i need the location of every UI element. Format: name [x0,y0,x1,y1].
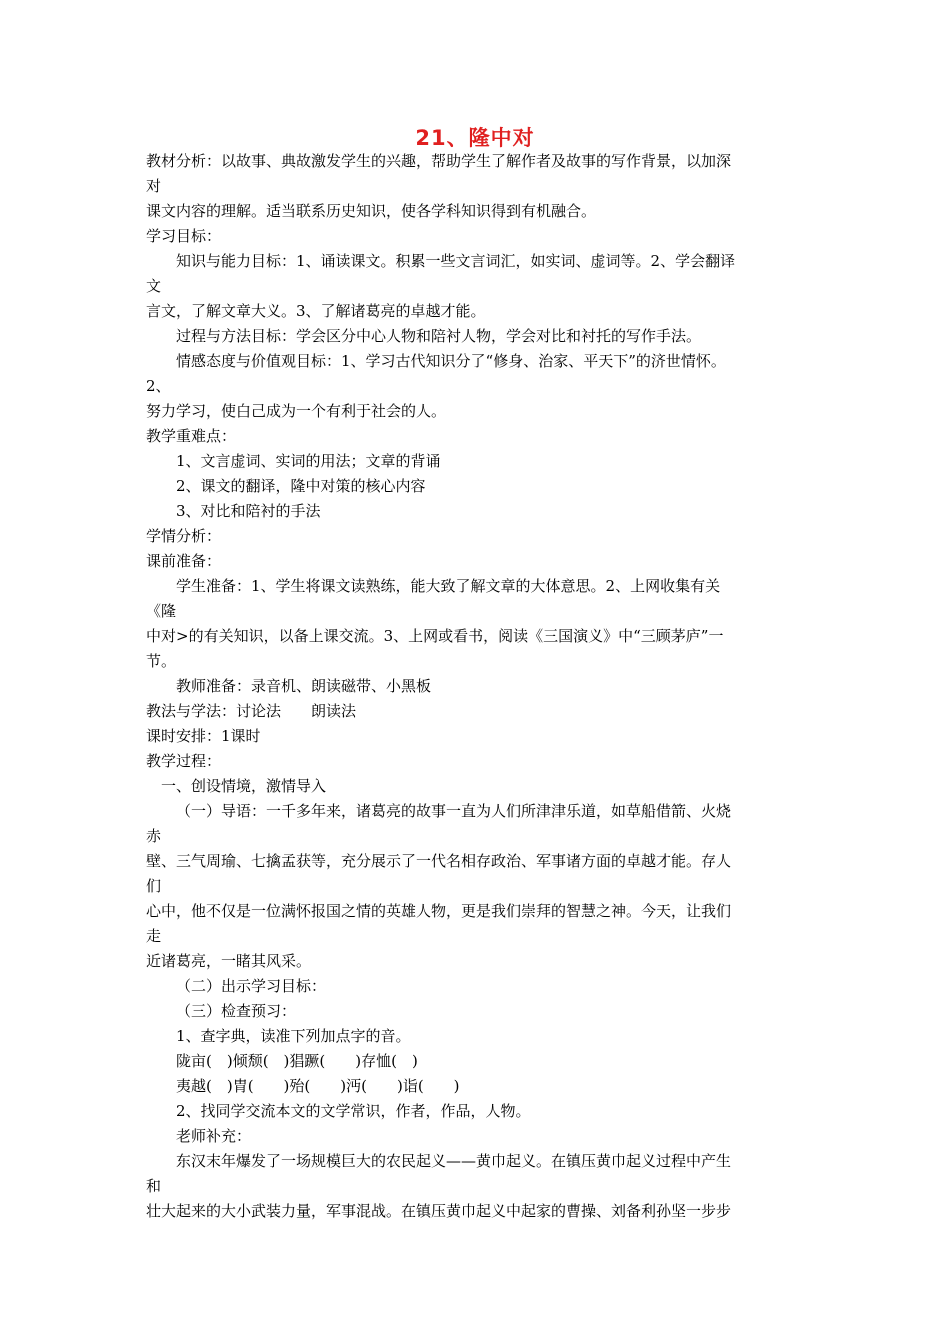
text-line: 3、对比和陪衬的手法 [176,502,321,520]
text-line: 努力学习，使白己成为一个有利于社会的人。 [146,402,447,420]
text-line: 教师准备：录音机、朗读磁带、小黑板 [176,677,432,695]
text-line: 节。 [146,652,177,670]
text-line: 老师补充： [176,1127,252,1145]
text-line: （一）导语：一千多年来，诸葛亮的故事一直为人们所津津乐道，如草船借箭、火烧 [176,802,732,820]
text-line: 1、文言虚词、实词的用法；文章的背诵 [176,452,441,470]
text-line: （三）检查预习： [176,1002,297,1020]
document-title: 21、隆中对 [415,126,535,150]
text-line: 《隆 [146,602,177,620]
text-line: 教学重难点： [146,427,237,445]
text-line: （二）出示学习目标： [176,977,327,995]
text-line: 2、找同学交流本文的文学常识，作者，作品，人物。 [176,1102,531,1120]
text-line: 教材分析：以故事、典故激发学生的兴趣，帮助学生了解作者及故事的写作背景，以加深 [146,152,732,170]
text-line: 学生准备：1、学生将课文读熟练，能大致了解文章的大体意思。2、上网收集有关 [176,577,721,595]
text-line: 知识与能力目标：1、诵读课文。积累一些文言词汇，如实词、虚词等。2、学会翻译 [176,252,736,270]
text-line: 学情分析： [146,527,222,545]
text-line: 们 [146,877,162,895]
text-line: 中对>的有关知识，以备上课交流。3、上网或看书，阅读《三国演义》中“三顾茅庐”一 [146,627,724,645]
text-line: 2、课文的翻译，隆中对策的核心内容 [176,477,426,495]
text-line: 壁、三气周瑜、七擒孟获等，充分展示了一代名相存政治、军事诸方面的卓越才能。存人 [146,852,732,870]
text-line: 陇亩( )倾颓( )猖蹶( )存恤( ) [176,1052,418,1070]
text-line: 一、创设情境，激情导入 [161,777,327,795]
text-line: 夷越( )胄( )殆( )沔( )诣( ) [176,1077,460,1095]
text-line: 2、 [146,377,171,395]
text-line: 教学过程： [146,752,222,770]
text-line: 学习目标： [146,227,222,245]
text-line: 过程与方法目标：学会区分中心人物和陪衬人物，学会对比和衬托的写作手法。 [176,327,702,345]
text-line: 走 [146,927,162,945]
text-line: 心中，他不仅是一位满怀报国之情的英雄人物，更是我们崇拜的智慧之神。今天，让我们 [146,902,732,920]
text-line: 情感态度与价值观目标：1、学习古代知识分了“修身、治家、平天下”的济世情怀。 [176,352,726,370]
text-line: 课前准备： [146,552,222,570]
text-line: 文 [146,277,162,295]
text-line: 赤 [146,827,162,845]
text-line: 东汉末年爆发了一场规模巨大的农民起义——黄巾起义。在镇压黄巾起义过程中产生 [176,1152,732,1170]
text-line: 言文，了解文章大义。3、了解诸葛亮的卓越才能。 [146,302,486,320]
text-line: 和 [146,1177,162,1195]
text-line: 1、查字典，读准下列加点字的音。 [176,1027,411,1045]
text-line: 壮大起来的大小武装力量，军事混战。在镇压黄巾起义中起家的曹操、刘备利孙坚一步步 [146,1202,732,1220]
text-line: 近诸葛亮，一睹其风采。 [146,952,312,970]
text-line: 课文内容的理解。适当联系历史知识，使各学科知识得到有机融合。 [146,202,597,220]
text-line: 课时安排：1课时 [146,727,261,745]
text-line: 对 [146,177,162,195]
text-line: 教法与学法：讨论法 朗读法 [146,702,357,720]
